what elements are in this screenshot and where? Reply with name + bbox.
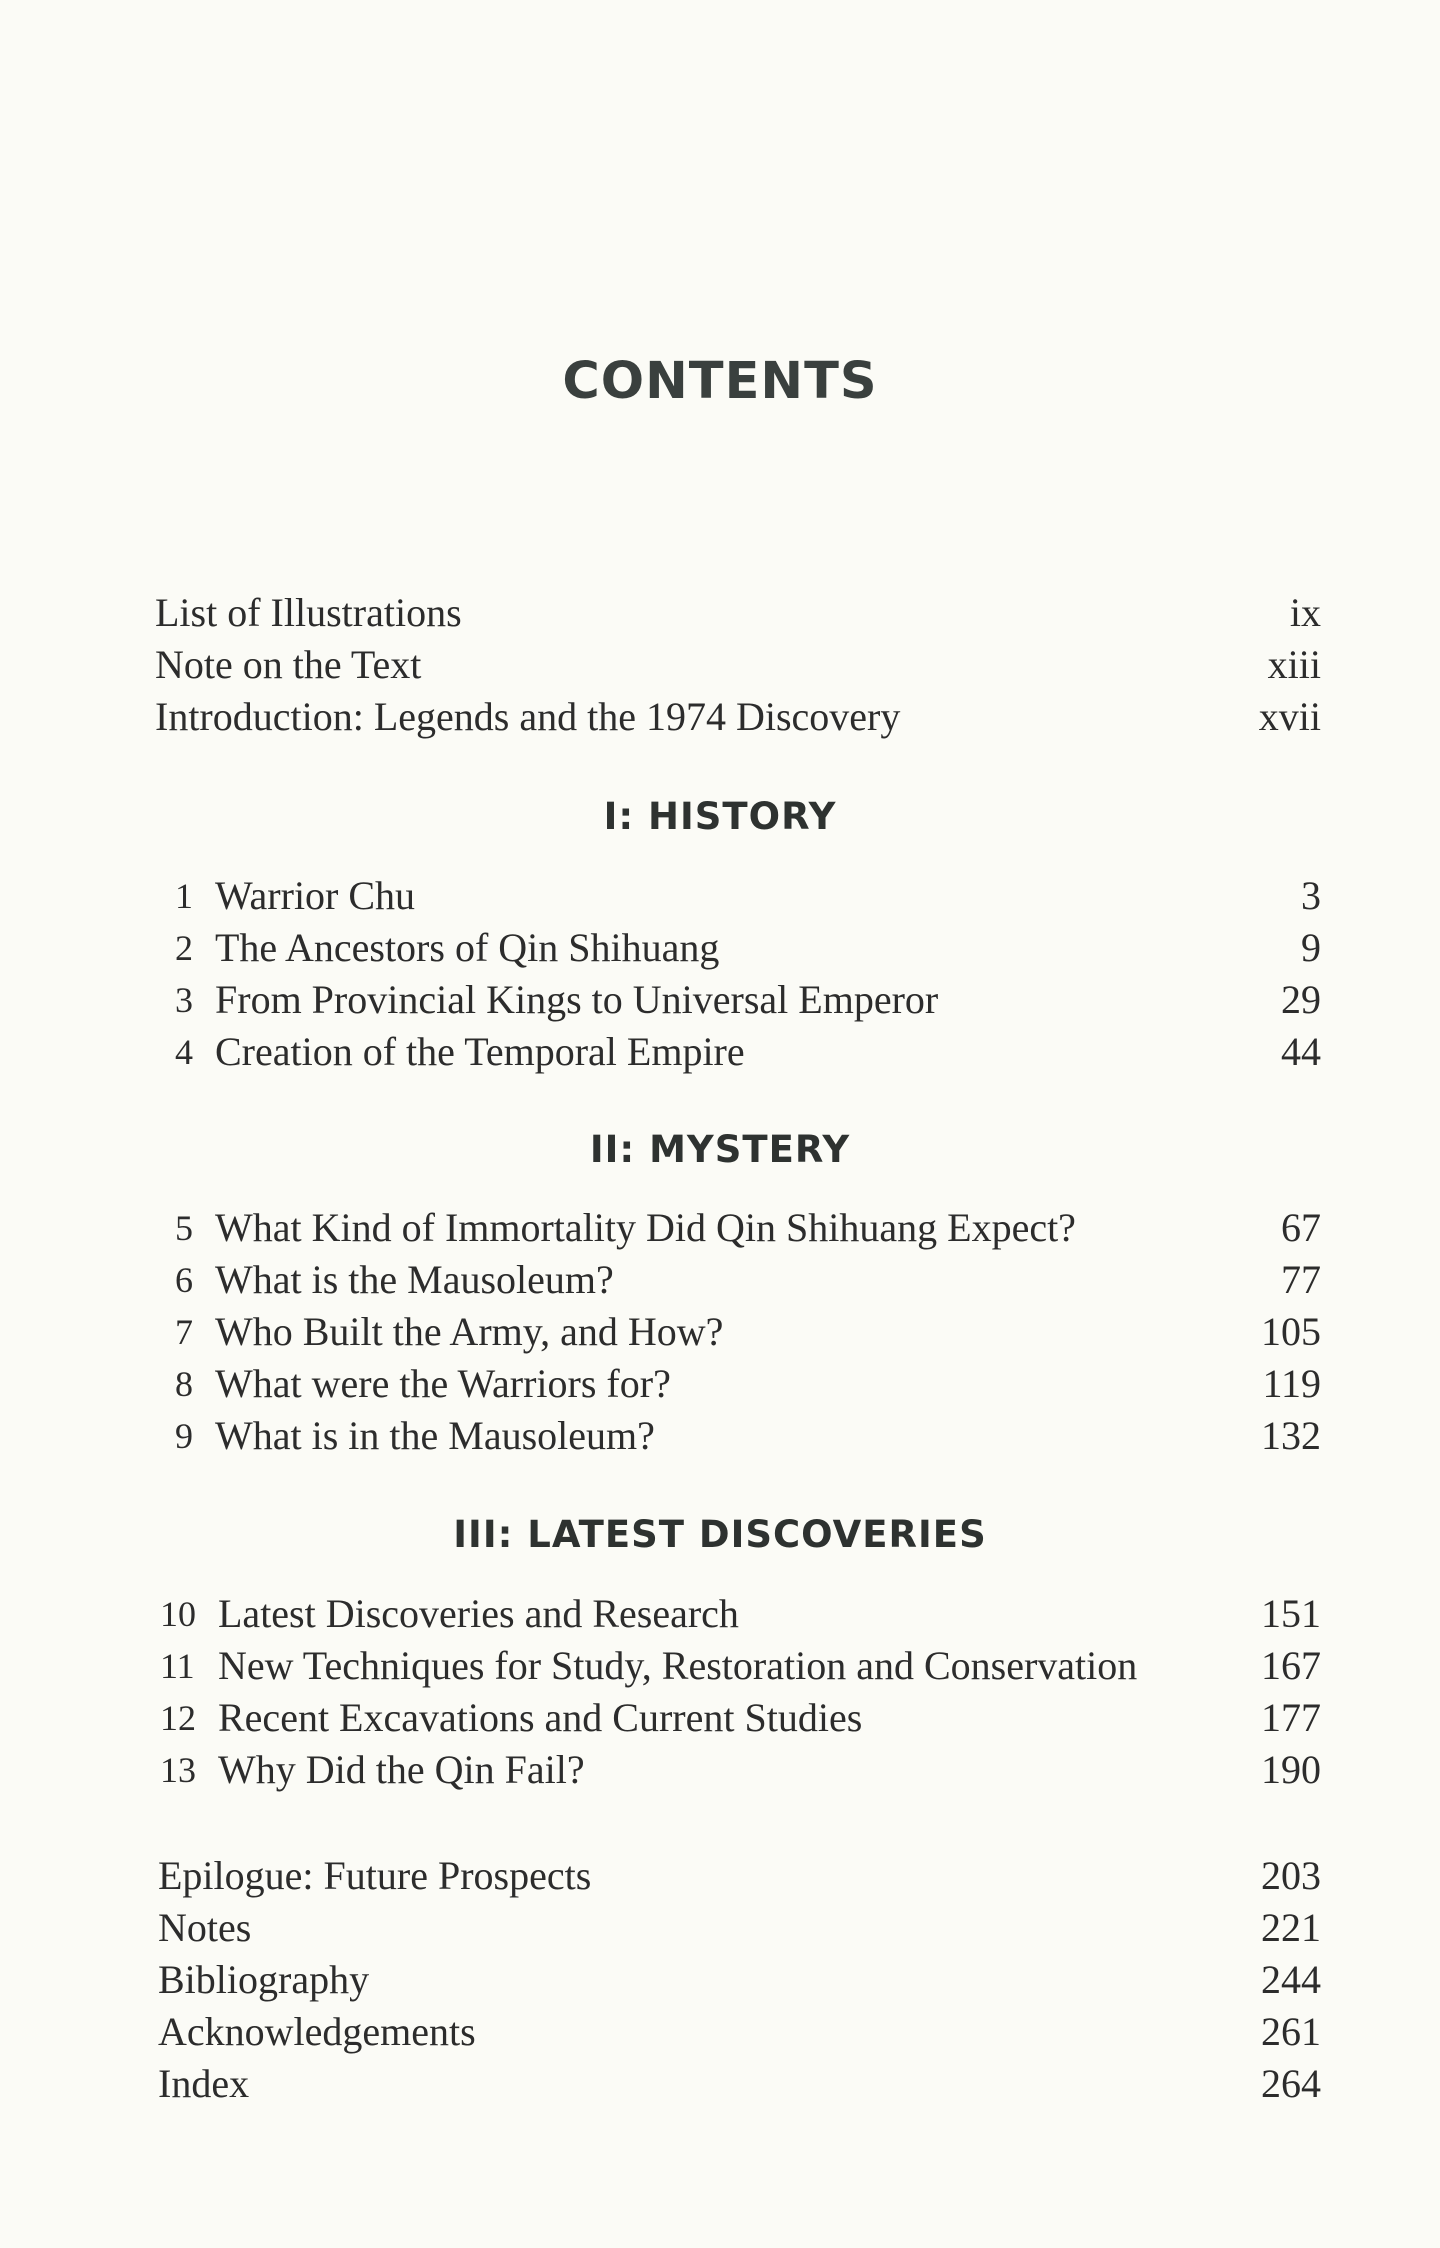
entry-page: 3	[1301, 873, 1321, 918]
part-1-chapters	[155, 870, 1321, 1078]
front-matter-list	[155, 587, 1321, 743]
entry-title: Why Did the Qin Fail?	[218, 1747, 585, 1792]
part-heading: III: LATEST DISCOVERIES	[453, 1513, 987, 1556]
entry-page: 9	[1301, 925, 1321, 970]
entry-page: 167	[1261, 1643, 1321, 1688]
chapter-number: 13	[160, 1750, 196, 1790]
toc-entry	[155, 870, 1321, 922]
page-title: CONTENTS	[562, 352, 878, 411]
entry-page: 177	[1261, 1695, 1321, 1740]
entry-page: xiii	[1267, 642, 1321, 687]
chapter-number: 6	[175, 1260, 193, 1300]
toc-entry	[155, 1254, 1321, 1306]
entry-page: 203	[1261, 1853, 1321, 1898]
entry-title: Notes	[158, 1905, 252, 1950]
entry-title: What is in the Mausoleum?	[215, 1413, 655, 1458]
entry-page: 221	[1261, 1905, 1321, 1950]
toc-entry	[155, 1306, 1321, 1358]
entry-page: 261	[1261, 2009, 1321, 2054]
toc-entry	[158, 1902, 1321, 1954]
entry-page: 244	[1261, 1957, 1321, 2002]
entry-title: What Kind of Immortality Did Qin Shihuang Expect?	[215, 1205, 1076, 1250]
part-3-chapters	[155, 1588, 1321, 1796]
entry-page: 151	[1261, 1591, 1321, 1636]
part-2-chapters	[155, 1202, 1321, 1462]
entry-page: 119	[1262, 1361, 1321, 1406]
toc-entry	[155, 1640, 1321, 1692]
entry-page: xvii	[1258, 694, 1321, 739]
entry-title: Epilogue: Future Prospects	[158, 1853, 592, 1898]
entry-title: Creation of the Temporal Empire	[215, 1029, 745, 1074]
toc-entry	[155, 1358, 1321, 1410]
toc-entry	[158, 1954, 1321, 2006]
entry-page: 105	[1261, 1309, 1321, 1354]
entry-title: New Techniques for Study, Restoration and Conservation	[218, 1643, 1138, 1688]
entry-title: Latest Discoveries and Research	[218, 1591, 739, 1636]
chapter-number: 7	[175, 1312, 193, 1352]
toc-entry	[158, 2058, 1321, 2110]
entry-page: 67	[1281, 1205, 1321, 1250]
chapter-number: 5	[175, 1208, 193, 1248]
toc-entry	[155, 1744, 1321, 1796]
back-matter-list	[158, 1850, 1321, 2110]
toc-entry	[158, 1850, 1321, 1902]
chapter-number: 3	[175, 980, 193, 1020]
entry-title: What is the Mausoleum?	[215, 1257, 614, 1302]
chapter-number: 8	[175, 1364, 193, 1404]
chapter-number: 2	[175, 928, 193, 968]
chapter-number: 11	[160, 1646, 195, 1686]
entry-page: 264	[1261, 2061, 1321, 2106]
entry-page: 29	[1281, 977, 1321, 1022]
toc-entry	[155, 974, 1321, 1026]
entry-page: 77	[1281, 1257, 1321, 1302]
chapter-number: 1	[175, 876, 193, 916]
entry-page: 44	[1281, 1029, 1321, 1074]
entry-page: ix	[1289, 590, 1321, 635]
toc-entry	[155, 1692, 1321, 1744]
entry-page: 132	[1261, 1413, 1321, 1458]
entry-page: 190	[1261, 1747, 1321, 1792]
part-heading: II: MYSTERY	[589, 1128, 851, 1171]
entry-title: Warrior Chu	[215, 873, 416, 918]
entry-title: Bibliography	[158, 1957, 370, 2002]
entry-title: Who Built the Army, and How?	[215, 1309, 724, 1354]
toc-entry	[155, 691, 1321, 743]
entry-title: List of Illustrations	[155, 590, 462, 635]
entry-title: Acknowledgements	[158, 2009, 476, 2054]
entry-title: What were the Warriors for?	[215, 1361, 671, 1406]
toc-entry	[155, 639, 1321, 691]
entry-title: Note on the Text	[155, 642, 422, 687]
entry-title: Recent Excavations and Current Studies	[218, 1695, 863, 1740]
toc-entry	[155, 1026, 1321, 1078]
entry-title: Introduction: Legends and the 1974 Discovery	[155, 694, 901, 739]
chapter-number: 9	[175, 1416, 193, 1456]
toc-entry	[155, 587, 1321, 639]
toc-entry	[155, 1202, 1321, 1254]
toc-entry	[155, 1588, 1321, 1640]
entry-title: The Ancestors of Qin Shihuang	[215, 925, 720, 970]
toc-entry	[155, 1410, 1321, 1462]
chapter-number: 4	[175, 1032, 193, 1072]
part-heading: I: HISTORY	[603, 795, 837, 838]
toc-entry	[158, 2006, 1321, 2058]
toc-entry	[155, 922, 1321, 974]
entry-title: Index	[158, 2061, 250, 2106]
entry-title: From Provincial Kings to Universal Emperor	[215, 977, 939, 1022]
chapter-number: 10	[160, 1594, 196, 1634]
chapter-number: 12	[160, 1698, 196, 1738]
